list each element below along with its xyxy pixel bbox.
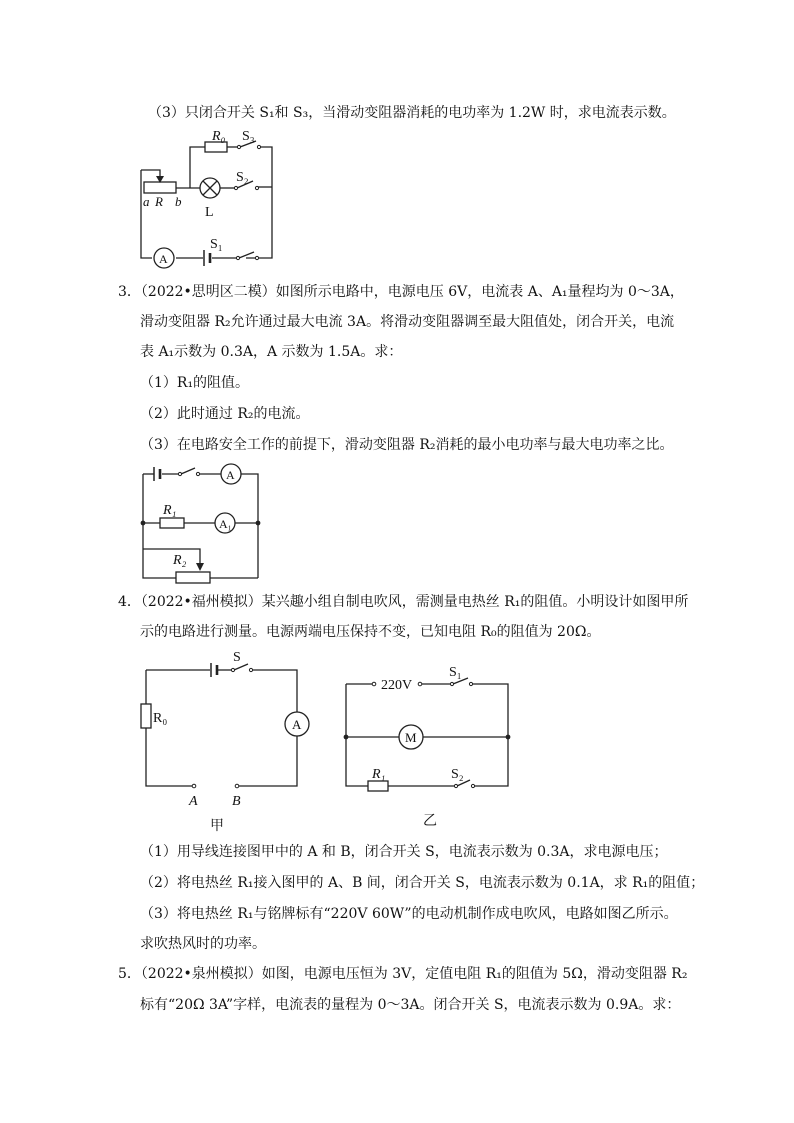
fig4b-s2-label: S₂ bbox=[451, 767, 464, 782]
q5-line1: 5．（2022•泉州模拟）如图，电源电压恒为 3V，定值电阻 R₁的阻值为 5Ω，滑动变阻器 R₂ bbox=[118, 966, 688, 982]
fig4a-terminal-a: A bbox=[189, 794, 198, 809]
fig3-ammeter-a1-label: A₁ bbox=[219, 517, 232, 531]
q4-line1: 4．（2022•福州模拟）某兴趣小组自制电吹风，需测量电热丝 R₁的阻值。小明设计如图甲所 bbox=[118, 594, 689, 610]
fig2-r-label: R bbox=[155, 194, 163, 209]
q3-part1: （1）R₁的阻值。 bbox=[140, 375, 250, 391]
fig2-b-label: b bbox=[175, 194, 182, 209]
q4-part1: （1）用导线连接图甲中的 A 和 B，闭合开关 S，电流表示数为 0.3A，求电源电压； bbox=[140, 844, 668, 860]
fig3-r1-label: R₁ bbox=[163, 503, 177, 518]
q4-part2: （2）将电热丝 R₁接入图甲的 A、B 间，闭合开关 S，电流表示数为 0.1A，求 R₁的阻值； bbox=[140, 875, 705, 891]
fig2-ammeter-label: A bbox=[159, 252, 168, 266]
fig4a-terminal-b: B bbox=[232, 794, 241, 809]
fig2-a-label: a bbox=[143, 194, 150, 209]
q3-line3: 表 A₁示数为 0.3A，A 示数为 1.5A。求： bbox=[140, 344, 403, 360]
fig2-s2-label: S₂ bbox=[236, 170, 249, 185]
q3-part2: （2）此时通过 R₂的电流。 bbox=[140, 406, 310, 422]
fig4b-s1-label: S₁ bbox=[449, 665, 462, 680]
fig3-r2-label: R₂ bbox=[173, 553, 187, 568]
fig2-s1-label: S₁ bbox=[210, 237, 223, 252]
fig4b-motor-label: M bbox=[405, 730, 417, 745]
fig4b-voltage-label: 220V bbox=[381, 678, 413, 693]
fig2-r0-label: R₀ bbox=[212, 129, 226, 144]
fig4a-ammeter-label: A bbox=[292, 717, 302, 732]
fig2-lamp-label: L bbox=[205, 205, 214, 220]
q2-part3-text: （3）只闭合开关 S₁和 S₃，当滑动变阻器消耗的电功率为 1.2W 时，求电流表示数。 bbox=[148, 105, 676, 121]
fig2-s3-label: S₃ bbox=[242, 129, 255, 144]
q4-line2: 示的电路进行测量。电源两端电压保持不变，已知电阻 R₀的阻值为 20Ω。 bbox=[140, 624, 601, 640]
q4-part3-a: （3）将电热丝 R₁与铭牌标有“220V 60W”的电动机制作成电吹风，电路如图乙所示。 bbox=[140, 906, 678, 922]
q3-line1: 3．（2022•思明区二模）如图所示电路中，电源电压 6V，电流表 A、A₁量程均为 0～3A， bbox=[118, 284, 684, 300]
fig4a-r0-label: R₀ bbox=[153, 711, 168, 726]
fig4a-caption: 甲 bbox=[210, 819, 224, 834]
q4-part3-b: 求吹热风时的功率。 bbox=[140, 936, 266, 952]
q5-line2: 标有“20Ω 3A”字样，电流表的量程为 0～3A。闭合开关 S，电流表示数为 0.9A。求： bbox=[140, 997, 681, 1013]
q3-line2: 滑动变阻器 R₂允许通过最大电流 3A。将滑动变阻器调至最大阻值处，闭合开关，电流 bbox=[140, 314, 675, 330]
fig4b-caption: 乙 bbox=[423, 814, 437, 829]
fig3-ammeter-a-label: A bbox=[226, 468, 235, 482]
q3-part3: （3）在电路安全工作的前提下，滑动变阻器 R₂消耗的最小电功率与最大电功率之比。 bbox=[140, 437, 674, 453]
fig4b-r1-label: R₁ bbox=[372, 767, 386, 782]
fig4a-s-label: S bbox=[233, 650, 241, 665]
